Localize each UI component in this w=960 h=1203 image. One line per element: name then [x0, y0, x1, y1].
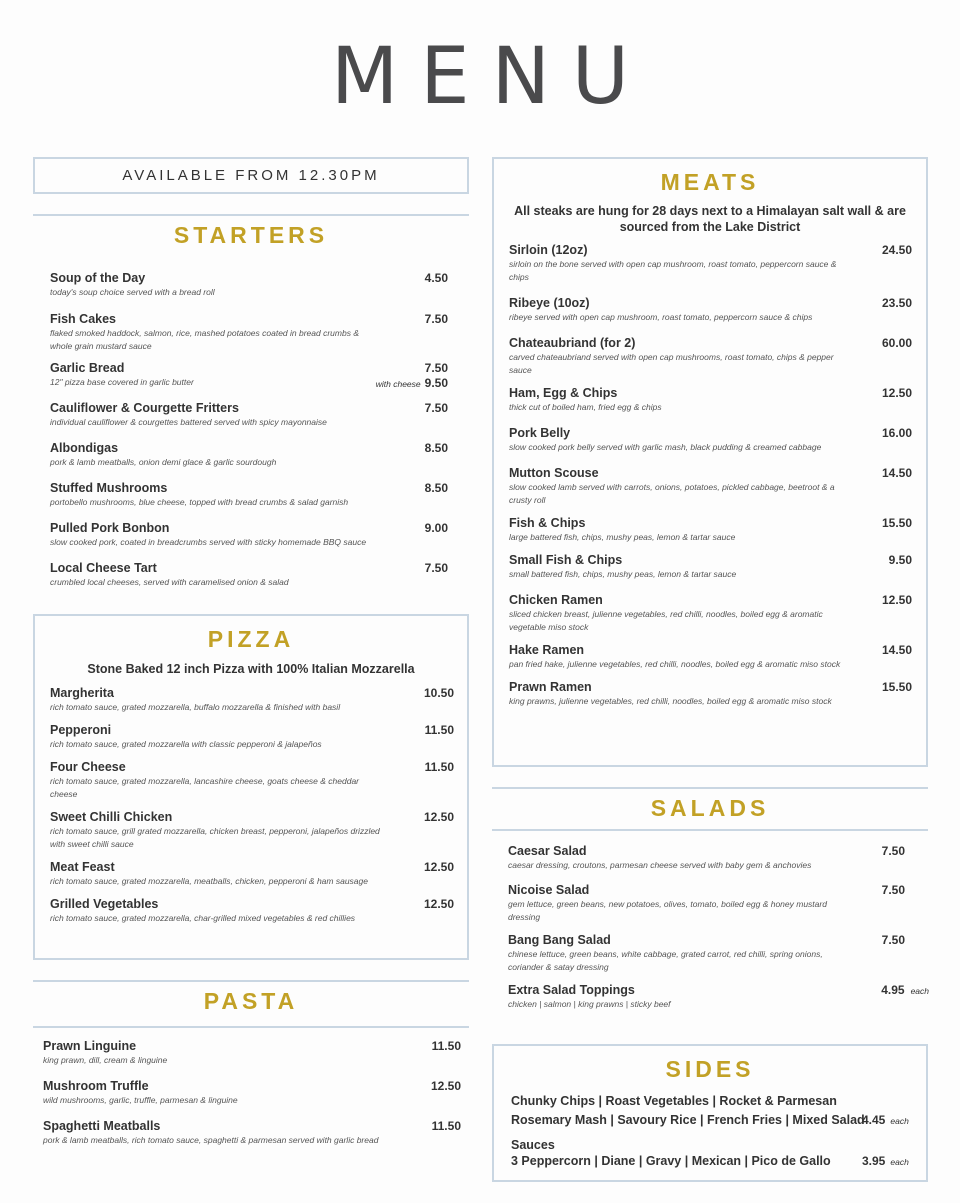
- item-price: 12.50: [423, 860, 454, 874]
- sides-line-1: Chunky Chips | Roast Vegetables | Rocket & Parmesan: [511, 1094, 837, 1108]
- item-price: 60.00: [881, 336, 912, 350]
- item-price: 7.50: [881, 883, 905, 897]
- meats-title: MEATS: [660, 169, 760, 195]
- item-description: pork & lamb meatballs, onion demi glace & garlic sourdough: [50, 457, 277, 467]
- pasta-divider: [33, 980, 469, 982]
- item-price: 7.50: [881, 844, 905, 858]
- item-price: 9.50: [888, 553, 912, 567]
- item-description: large battered fish, chips, mushy peas, lemon & tartar sauce: [509, 532, 736, 542]
- sides-price-1: 4.45 each: [862, 1113, 909, 1127]
- item-name: Ribeye (10oz): [509, 296, 590, 310]
- menu-item: [509, 242, 912, 284]
- item-name: Grilled Vegetables: [50, 897, 159, 911]
- sides-price-2: 3.95 each: [862, 1154, 909, 1168]
- item-description: chinese lettuce, green beans, white cabbage, grated carrot, red chilli, spring onions, coriander & satay dressing: [508, 949, 823, 972]
- item-name: Spaghetti Meatballs: [43, 1119, 161, 1133]
- menu-item: [50, 400, 448, 429]
- item-name: Fish & Chips: [509, 516, 586, 530]
- menu-item: [509, 642, 912, 671]
- item-name: Fish Cakes: [50, 312, 117, 326]
- pizza-subtitle: Stone Baked 12 inch Pizza with 100% Italian Mozzarella: [87, 662, 415, 676]
- item-price: 4.50: [424, 271, 448, 285]
- item-description: thick cut of boiled ham, fried egg & chips: [509, 402, 662, 412]
- menu-item: [50, 722, 454, 751]
- item-price: 24.50: [881, 243, 912, 257]
- item-name: Small Fish & Chips: [509, 553, 623, 567]
- sauces-label: Sauces: [511, 1138, 555, 1152]
- menu-item: [50, 859, 454, 888]
- salads-divider-bottom: [492, 829, 928, 831]
- item-description: pan fried hake, julienne vegetables, red chilli, noodles, boiled egg & aromatic miso stock: [509, 659, 841, 669]
- item-name: Hake Ramen: [509, 643, 585, 657]
- menu-item: [509, 385, 912, 414]
- item-price: 14.50: [881, 466, 912, 480]
- item-description: slow cooked pork, coated in breadcrumbs served with sticky homemade BBQ sauce: [50, 537, 367, 547]
- item-description: king prawns, julienne vegetables, red chilli, noodles, boiled egg & aromatic miso stock: [509, 696, 832, 706]
- sides-line-3: 3 Peppercorn | Diane | Gravy | Mexican | Pico de Gallo: [511, 1154, 831, 1168]
- menu-item: [508, 932, 905, 974]
- item-description: slow cooked lamb served with carrots, onions, potatoes, pickled cabbage, beetroot & a crusty roll: [509, 482, 835, 505]
- item-name: Nicoise Salad: [508, 883, 590, 897]
- item-price: 8.50: [424, 441, 448, 455]
- item-name: Prawn Linguine: [43, 1039, 137, 1053]
- pasta-list: [43, 1038, 461, 1147]
- item-extra-price: with cheese 9.50: [375, 376, 448, 390]
- menu-item: [509, 592, 912, 634]
- item-name: Pork Belly: [509, 426, 571, 440]
- menu-item: [509, 515, 912, 544]
- sides-line-2: Rosemary Mash | Savoury Rice | French Fries | Mixed Salad: [511, 1113, 865, 1127]
- item-description: chicken | salmon | king prawns | sticky beef: [508, 999, 671, 1009]
- menu-item: [50, 360, 448, 389]
- item-name: Sirloin (12oz): [509, 243, 588, 257]
- item-name: Extra Salad Toppings: [508, 983, 635, 997]
- menu-item: [508, 843, 905, 872]
- item-name: Prawn Ramen: [509, 680, 592, 694]
- menu-item: [509, 552, 912, 581]
- menu-item: [509, 679, 912, 708]
- menu-item: [43, 1078, 461, 1107]
- menu-item: [50, 270, 448, 299]
- menu-item: [50, 311, 448, 353]
- item-name: Caesar Salad: [508, 844, 587, 858]
- item-description: king prawn, dill, cream & linguine: [43, 1055, 168, 1065]
- salads-list: [508, 843, 929, 1011]
- menu-item: [43, 1038, 461, 1067]
- item-name: Meat Feast: [50, 860, 115, 874]
- item-description: flaked smoked haddock, salmon, rice, mashed potatoes coated in bread crumbs & whole grain mustard sauce: [50, 328, 360, 351]
- item-price: 16.00: [881, 426, 912, 440]
- item-name: Four Cheese: [50, 760, 126, 774]
- item-price: 10.50: [423, 686, 454, 700]
- item-price: 11.50: [431, 1119, 461, 1133]
- pizza-title: PIZZA: [207, 626, 295, 652]
- item-description: rich tomato sauce, grill grated mozzarella, chicken breast, pepperoni, jalapeños drizzled with sweet chilli sauce: [50, 826, 380, 849]
- item-price: 12.50: [423, 810, 454, 824]
- item-price: 12.50: [881, 593, 912, 607]
- menu-item: [509, 465, 912, 507]
- item-name: Local Cheese Tart: [50, 561, 157, 575]
- menu-item: [50, 520, 448, 549]
- menu-item: [50, 759, 454, 801]
- pasta-title: PASTA: [203, 988, 299, 1014]
- item-name: Mutton Scouse: [509, 466, 599, 480]
- item-price: 11.50: [431, 1039, 461, 1053]
- item-price: 4.95 each: [881, 983, 929, 997]
- item-description: crumbled local cheeses, served with caramelised onion & salad: [50, 577, 289, 587]
- item-price: 12.50: [881, 386, 912, 400]
- item-name: Pepperoni: [50, 723, 112, 737]
- item-description: rich tomato sauce, grated mozzarella, buffalo mozzarella & finished with basil: [50, 702, 341, 712]
- item-name: Margherita: [50, 686, 114, 700]
- item-price: 11.50: [424, 723, 454, 737]
- item-description: ribeye served with open cap mushroom, roast tomato, peppercorn sauce & chips: [509, 312, 813, 322]
- item-price: 7.50: [424, 312, 448, 326]
- item-price: 12.50: [423, 897, 454, 911]
- item-price: 7.50: [424, 401, 448, 415]
- item-name: Sweet Chilli Chicken: [50, 810, 173, 824]
- menu-item: [50, 809, 454, 851]
- item-name: Pulled Pork Bonbon: [50, 521, 170, 535]
- availability-banner: AVAILABLE FROM 12.30PM: [33, 157, 469, 194]
- item-name: Chicken Ramen: [509, 593, 603, 607]
- item-description: gem lettuce, green beans, new potatoes, olives, tomato, boiled egg & honey mustard dressing: [508, 899, 827, 922]
- item-name: Cauliflower & Courgette Fritters: [50, 401, 239, 415]
- item-description: 12" pizza base covered in garlic butter: [50, 377, 194, 387]
- menu-item: [50, 480, 448, 509]
- item-description: rich tomato sauce, grated mozzarella, char-grilled mixed vegetables & red chillies: [50, 913, 356, 923]
- item-description: rich tomato sauce, grated mozzarella, meatballs, chicken, pepperoni & ham sausage: [50, 876, 368, 886]
- item-price: 9.00: [424, 521, 448, 535]
- item-description: today's soup choice served with a bread roll: [50, 287, 215, 297]
- menu-item: [50, 685, 454, 714]
- salads-divider: [492, 787, 928, 789]
- item-price: 7.50: [424, 561, 448, 575]
- meats-subtitle: All steaks are hung for 28 days next to a Himalayan salt wall & are sourced from the Lake District: [514, 204, 906, 234]
- starters-list: [50, 270, 448, 589]
- menu-item: [508, 982, 929, 1011]
- starters-divider: [33, 214, 469, 216]
- sides-title: SIDES: [665, 1056, 755, 1082]
- item-name: Garlic Bread: [50, 361, 125, 375]
- item-description: slow cooked pork belly served with garlic mash, black pudding & creamed cabbage: [509, 442, 822, 452]
- menu-item: [43, 1118, 461, 1147]
- item-description: rich tomato sauce, grated mozzarella with classic pepperoni & jalapeños: [50, 739, 322, 749]
- item-price: 15.50: [881, 680, 912, 694]
- item-price: 14.50: [881, 643, 912, 657]
- meats-list: [509, 242, 912, 708]
- item-price: 8.50: [424, 481, 448, 495]
- item-description: caesar dressing, croutons, parmesan cheese served with baby gem & anchovies: [508, 860, 812, 870]
- item-description: individual cauliflower & courgettes battered served with spicy mayonnaise: [50, 417, 327, 427]
- item-price: 7.50: [881, 933, 905, 947]
- item-name: Soup of the Day: [50, 271, 146, 285]
- menu-item: [50, 896, 454, 925]
- item-price: 7.50: [424, 361, 448, 375]
- menu-item: [509, 335, 912, 377]
- item-description: small battered fish, chips, mushy peas, lemon & tartar sauce: [509, 569, 737, 579]
- item-price: 23.50: [881, 296, 912, 310]
- menu-item: [508, 882, 905, 924]
- item-description: wild mushrooms, garlic, truffle, parmesan & linguine: [43, 1095, 238, 1105]
- item-name: Ham, Egg & Chips: [509, 386, 618, 400]
- item-description: pork & lamb meatballs, rich tomato sauce, spaghetti & parmesan served with garlic bread: [43, 1135, 379, 1145]
- item-description: rich tomato sauce, grated mozzarella, lancashire cheese, goats cheese & cheddar cheese: [50, 776, 360, 799]
- menu-item: [50, 560, 448, 589]
- item-price: 12.50: [430, 1079, 461, 1093]
- starters-title: STARTERS: [173, 222, 329, 248]
- salads-title: SALADS: [650, 795, 770, 821]
- item-price: 15.50: [881, 516, 912, 530]
- item-price: 11.50: [424, 760, 454, 774]
- pasta-divider-bottom: [33, 1026, 469, 1028]
- item-description: carved chateaubriand served with open cap mushrooms, roast tomato, chips & pepper sauce: [509, 352, 834, 375]
- item-description: sirloin on the bone served with open cap mushroom, roast tomato, peppercorn sauce & chips: [509, 259, 837, 282]
- menu-item: [509, 425, 912, 454]
- item-name: Mushroom Truffle: [43, 1079, 149, 1093]
- item-name: Bang Bang Salad: [508, 933, 611, 947]
- menu-item: [509, 295, 912, 324]
- item-name: Albondigas: [50, 441, 119, 455]
- page-title: MENU: [330, 32, 652, 122]
- item-description: portobello mushrooms, blue cheese, topped with bread crumbs & salad garnish: [50, 497, 349, 507]
- pizza-list: [50, 685, 454, 925]
- item-name: Chateaubriand (for 2): [509, 336, 636, 350]
- item-name: Stuffed Mushrooms: [50, 481, 168, 495]
- item-description: sliced chicken breast, julienne vegetables, red chilli, noodles, boiled egg & aromatic vegetable miso stock: [509, 609, 823, 632]
- menu-item: [50, 440, 448, 469]
